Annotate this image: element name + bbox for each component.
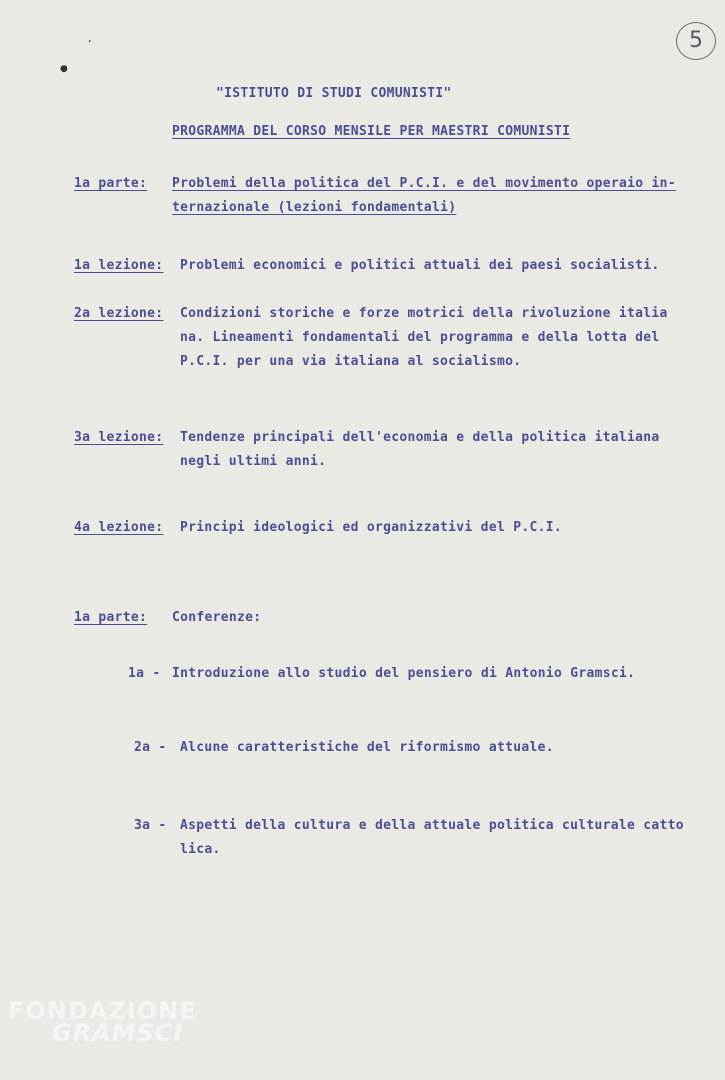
- program-title: PROGRAMMA DEL CORSO MENSILE PER MAESTRI COMUNISTI: [172, 124, 571, 139]
- conference-number: 1a -: [128, 666, 161, 681]
- conference-text: Aspetti della cultura e della attuale politica culturale catto: [180, 818, 684, 833]
- conference-number: 3a -: [134, 818, 167, 833]
- part1-title-line1: Problemi della politica del P.C.I. e del movimento operaio in-: [172, 176, 676, 191]
- lesson-label: 1a lezione:: [74, 258, 164, 273]
- lesson-text: Principi ideologici ed organizzativi del P.C.I.: [180, 520, 562, 535]
- conference-text: Alcune caratteristiche del riformismo attuale.: [180, 740, 554, 755]
- fondazione-gramsci-watermark: [8, 997, 197, 1047]
- institute-heading: "ISTITUTO DI STUDI COMUNISTI": [216, 86, 452, 101]
- lesson-label: 3a lezione:: [74, 430, 164, 445]
- lesson-text: na. Lineamenti fondamentali del programma e della lotta del: [180, 330, 660, 345]
- conference-number: 2a -: [134, 740, 167, 755]
- part1-label: 1a parte:: [74, 176, 148, 191]
- lesson-text: P.C.I. per una via italiana al socialismo.: [180, 354, 522, 369]
- lesson-text: Problemi economici e politici attuali dei paesi socialisti.: [180, 258, 660, 273]
- lesson-text: Tendenze principali dell'economia e della politica italiana: [180, 430, 660, 445]
- part1-title-line2: ternazionale (lezioni fondamentali): [172, 200, 457, 215]
- watermark-line1: FONDAZIONE: [8, 997, 197, 1025]
- lesson-label: 2a lezione:: [74, 306, 164, 321]
- ink-dot: ●: [60, 64, 68, 74]
- page-number-stamp: 5: [676, 22, 716, 60]
- lesson-text: Condizioni storiche e forze motrici della rivoluzione italia: [180, 306, 668, 321]
- conference-text: lica.: [180, 842, 221, 857]
- part2-title: Conferenze:: [172, 610, 262, 625]
- pen-tick-mark: ’: [88, 38, 92, 51]
- conference-text: Introduzione allo studio del pensiero di Antonio Gramsci.: [172, 666, 636, 681]
- lesson-text: negli ultimi anni.: [180, 454, 327, 469]
- part2-label: 1a parte:: [74, 610, 148, 625]
- lesson-label: 4a lezione:: [74, 520, 164, 535]
- watermark-line2: GRAMSCI: [52, 1019, 184, 1047]
